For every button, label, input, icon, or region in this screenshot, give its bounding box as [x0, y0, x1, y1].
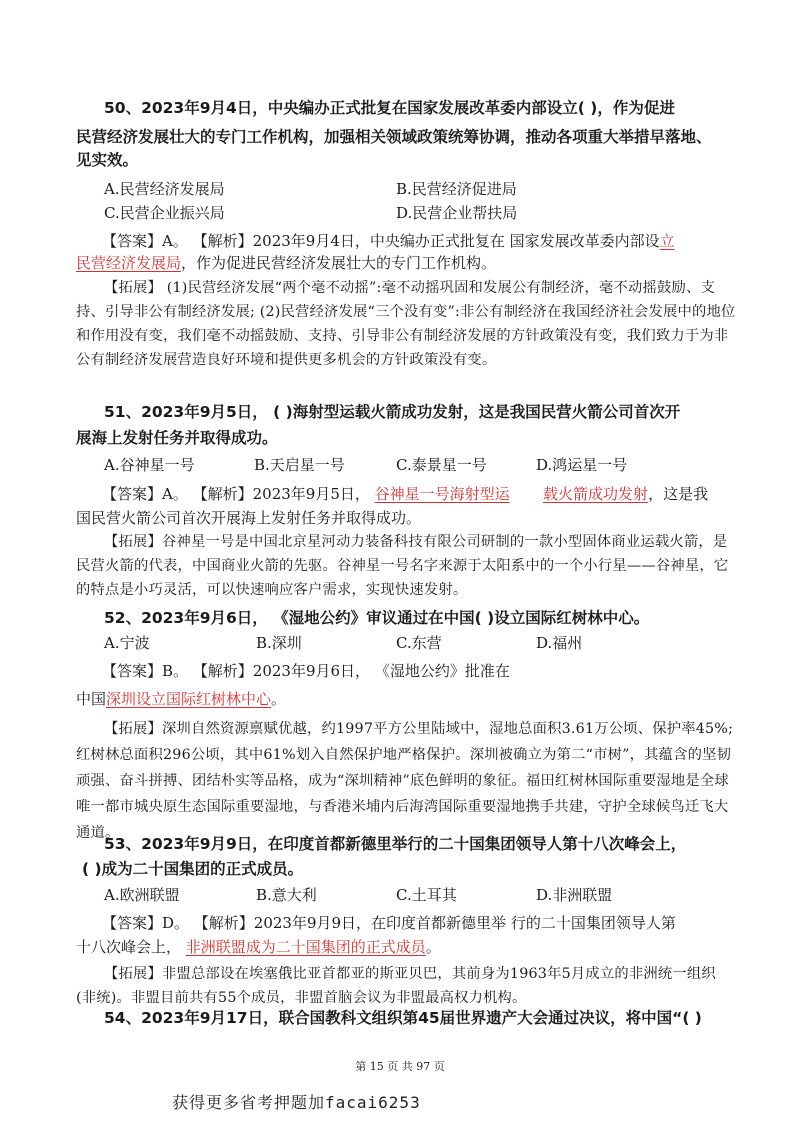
answer-50-line1: 【答案】A。 【解析】2023年9月4日，中央编办正式批复在 国家发展改革委内部设立 [102, 232, 675, 250]
answer-52-line1: 【答案】B。 【解析】2023年9月6日， 《湿地公约》批准在 [102, 662, 510, 680]
option-a: A.民营经济发展局 [104, 180, 225, 198]
extension-52: 【拓展】深圳自然资源禀赋优越，约1997平方公里陆域中，湿地总面积3.61万公顷、保护率45%;红树林总面积296公顷，其中61%划入自然保护地严格保护。深圳被确立为第二“市树”，其蕴含的坚韧顽强、奋斗拼搏、团结朴实等品格，成为“深圳精神”底色鲜明的象征。福田红树林国际重要湿地是全球唯一都市城央原生态国际重要湿地，与香港米埔内后海湾国际重要湿地携手共建，守护全球候鸟迁飞大通道。 [76, 721, 734, 841]
option-b: B.深圳 [256, 634, 302, 652]
option-a: A.宁波 [104, 634, 150, 652]
question-50-line1: 50、2023年9月4日，中央编办正式批复在国家发展改革委内部设立( )，作为促进 [104, 99, 675, 117]
option-a: A.欧洲联盟 [104, 886, 180, 904]
option-d: D.非洲联盟 [536, 886, 613, 904]
answer-highlight: 深圳设立国际红树林中心 [106, 690, 272, 708]
option-b: B.意大利 [256, 886, 317, 904]
answer-highlight: 立 [659, 232, 675, 250]
option-b: B.天启星一号 [254, 456, 345, 474]
question-50-line3: 见实效。 [76, 151, 139, 169]
question-53-line2: ( )成为二十国集团的正式成员。 [82, 860, 304, 878]
answer-highlight: 民营经济发展局 [76, 254, 182, 272]
page-number: 第 15 页 共 97 页 [355, 1060, 445, 1073]
question-51-line2: 展海上发射任务并取得成功。 [76, 429, 278, 447]
option-d: D.民营企业帮扶局 [396, 204, 518, 222]
answer-50-line2: 民营经济发展局，作为促进民营经济发展壮大的专门工作机构。 [76, 254, 497, 272]
answer-52-line2: 中国深圳设立国际红树林中心。 [76, 690, 287, 708]
answer-51-line2: 国民营火箭公司首次开展海上发射任务并取得成功。 [76, 509, 422, 527]
option-d: D.鸿运星一号 [536, 456, 628, 474]
option-a: A.谷神星一号 [104, 456, 195, 474]
promo-text: 获得更多省考押题加facai6253 [172, 1093, 421, 1112]
question-50-line2: 民营经济发展壮大的专门工作机构，加强相关领域政策统筹协调，推动各项重大举措早落地、 [76, 128, 712, 146]
option-c: C.土耳其 [396, 886, 457, 904]
extension-51: 【拓展】谷神星一号是中国北京星河动力装备科技有限公司研制的一款小型固体商业运载火箭，是民营火箭的代表，中国商业火箭的先驱。谷神星一号名字来源于太阳系中的一个小行星——谷神星，它的特点是小巧灵活，可以快速响应客户需求，实现快速发射。 [76, 534, 729, 598]
answer-51-line1: 【答案】A。 【解析】2023年9月5日， 谷神星一号海射型运 载火箭成功发射，这是我 [102, 485, 709, 503]
answer-highlight: 谷神星一号海射型运 [374, 485, 510, 503]
option-c: C.泰景星一号 [396, 456, 487, 474]
answer-53-line1: 【答案】D。 【解析】2023年9月9日，在印度首都新德里举 行的二十国集团领导人第 [102, 914, 676, 932]
option-b: B.民营经济促进局 [396, 180, 517, 198]
question-53-line1: 53、2023年9月9日，在印度首都新德里举行的二十国集团领导人第十八次峰会上， [104, 835, 687, 853]
question-51-line1: 51、2023年9月5日， ( )海射型运载火箭成功发射，这是我国民营火箭公司首次开 [104, 403, 681, 421]
question-52-line1: 52、2023年9月6日， 《湿地公约》审议通过在中国( )设立国际红树林中心。 [104, 609, 650, 627]
question-54-line1: 54、2023年9月17日，联合国教科文组织第45届世界遗产大会通过决议，将中国“( ) [104, 1009, 702, 1027]
option-c: C.东营 [396, 634, 442, 652]
answer-highlight: 载火箭成功发射 [543, 485, 649, 503]
answer-highlight: 非洲联盟成为二十国集团的正式成员 [185, 938, 426, 956]
option-d: D.福州 [536, 634, 583, 652]
extension-53: 【拓展】非盟总部设在埃塞俄比亚首都亚的斯亚贝巴，其前身为1963年5月成立的非洲统一组织(非统)。非盟目前共有55个成员，非盟首脑会议为非盟最高权力机构。 [76, 966, 716, 1006]
answer-53-line2: 十八次峰会上， 非洲联盟成为二十国集团的正式成员。 [76, 938, 441, 956]
extension-50: 【拓展】 (1)民营经济发展“两个毫不动摇”:毫不动摇巩固和发展公有制经济，毫不动摇鼓励、支持、引导非公有制经济发展; (2)民营经济发展“三个没有变”:非公有制经济在我国经济社会发展中的地位和作用没有变，我们毫不动摇鼓励、支持、引导非公有制经济发展的方针政策没有变，我们致力于为非公有制经济发展营造良好环境和提供更多机会的方针政策没有变。 [76, 280, 736, 368]
option-c: C.民营企业振兴局 [104, 204, 225, 222]
